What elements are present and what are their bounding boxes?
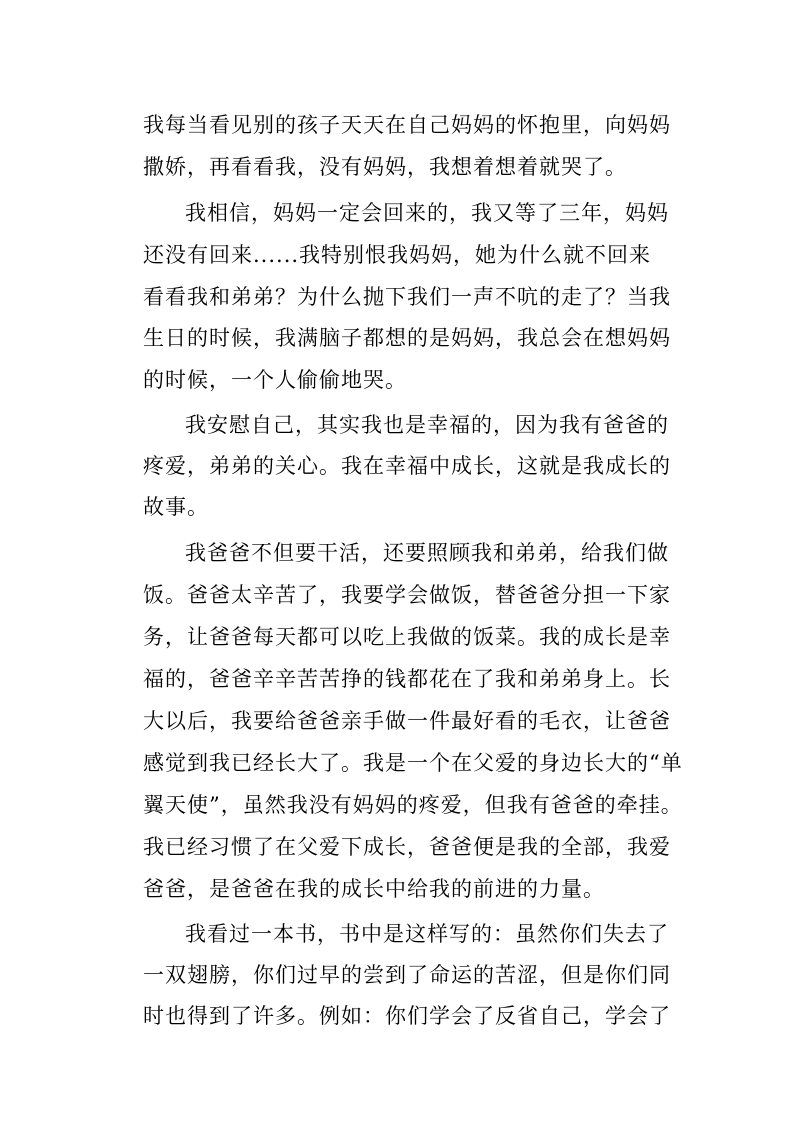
text-line: 故事。 (143, 495, 209, 519)
text-line: 我相信，妈妈一定会回来的，我又等了三年，妈妈 (185, 201, 669, 225)
text-line: 爸爸，是爸爸在我的成长中给我的前进的力量。 (143, 877, 605, 901)
text-line: 的时候，一个人偷偷地哭。 (143, 368, 407, 392)
text-line: 大以后，我要给爸爸亲手做一件最好看的毛衣，让爸爸 (143, 709, 671, 733)
text-line: 福的，爸爸辛辛苦苦挣的钱都花在了我和弟弟身上。长 (143, 667, 671, 691)
text-line: 生日的时候，我满脑子都想的是妈妈，我总会在想妈妈 (143, 326, 671, 350)
text-line: 务，让爸爸每天都可以吃上我做的饭菜。我的成长是幸 (143, 625, 671, 649)
text-line: 我安慰自己，其实我也是幸福的，因为我有爸爸的 (185, 413, 669, 437)
text-line: 疼爱，弟弟的关心。我在幸福中成长，这就是我成长的 (143, 454, 671, 478)
text-line: 还没有回来......我特别恨我妈妈，她为什么就不回来 (143, 243, 652, 267)
text-line: 我已经习惯了在父爱下成长，爸爸便是我的全部，我爱 (143, 835, 671, 859)
text-line: 我看过一本书，书中是这样写的：虽然你们失去了 (185, 922, 669, 946)
text-line: 我爸爸不但要干活，还要照顾我和弟弟，给我们做 (185, 541, 669, 565)
text-line: 翼天使”，虽然我没有妈妈的疼爱，但我有爸爸的牵挂。 (143, 793, 683, 817)
text-line: 撒娇，再看看我，没有妈妈，我想着想着就哭了。 (143, 155, 627, 179)
text-line: 饭。爸爸太辛苦了，我要学会做饭，替爸爸分担一下家 (143, 583, 671, 607)
text-line: 感觉到我已经长大了。我是一个在父爱的身边长大的“单 (143, 751, 683, 775)
text-line: 一双翅膀，你们过早的尝到了命运的苦涩，但是你们同 (143, 963, 671, 987)
text-line: 时也得到了许多。例如：你们学会了反省自己，学会了 (143, 1004, 671, 1028)
text-line: 我每当看见别的孩子天天在自己妈妈的怀抱里，向妈妈 (143, 113, 671, 137)
text-line: 看看我和弟弟？为什么抛下我们一声不吭的走了？当我 (143, 285, 671, 309)
